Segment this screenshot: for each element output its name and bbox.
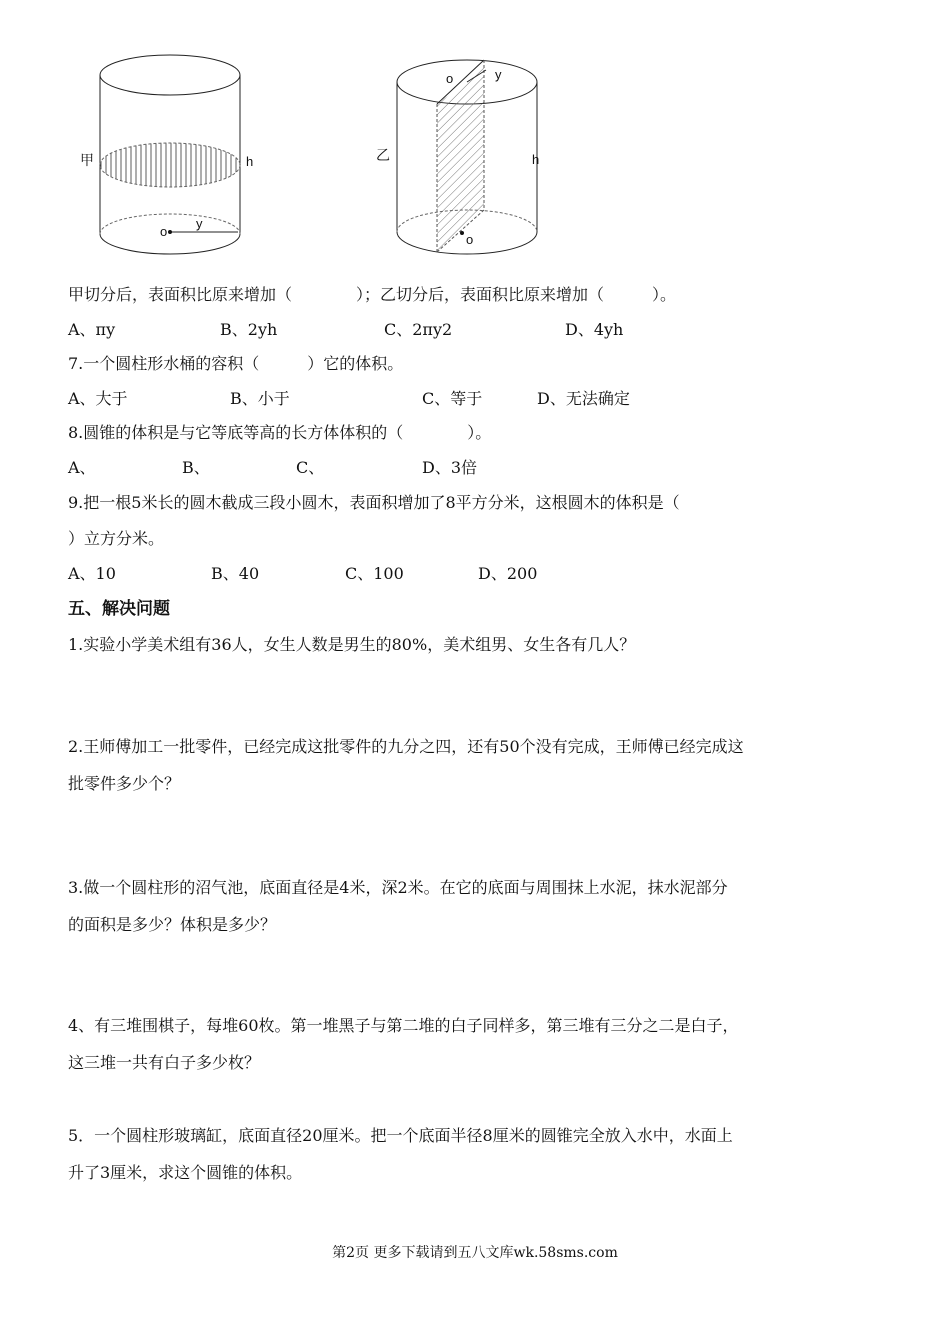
- problem-2-line1: 2.王师傅加工一批零件，已经完成这批零件的九分之四，还有50个没有完成，王师傅已经完成这: [68, 737, 744, 756]
- page-footer: 第2页 更多下载请到五八文库wk.58sms.com: [332, 1245, 618, 1261]
- cylinder-b-name: 乙: [376, 148, 390, 164]
- q9-options: [68, 564, 868, 584]
- q8-option-c: C、: [296, 458, 325, 477]
- q7-option-d: D、无法确定: [537, 389, 630, 408]
- q6-option-a: A、πy: [68, 320, 116, 339]
- problem-1: 1.实验小学美术组有36人，女生人数是男生的80%，美术组男、女生各有几人？: [68, 635, 636, 654]
- problem-4-line2: 这三堆一共有白子多少枚？: [68, 1053, 261, 1072]
- cylinder-a-h-label: h: [246, 154, 254, 169]
- q8-option-d: D、3倍: [422, 458, 478, 477]
- q6-option-d: D、4yh: [565, 320, 624, 339]
- cylinder-b: [376, 60, 539, 254]
- problem-5-line2: 升了3厘米，求这个圆锥的体积。: [68, 1163, 303, 1182]
- q6-options: [68, 320, 868, 340]
- problem-4-line1: 4、有三堆围棋子，每堆60枚。第一堆黑子与第二堆的白子同样多，第三堆有三分之二是白子，: [68, 1016, 739, 1035]
- cylinder-b-o-top-label: o: [446, 71, 454, 86]
- problem-3-line1: 3.做一个圆柱形的沼气池，底面直径是4米，深2米。在它的底面与周围抹上水泥，抹水泥部分: [68, 878, 728, 897]
- q9-option-a: A、10: [68, 564, 116, 583]
- q7-stem: 7.一个圆柱形水桶的容积（ ）它的体积。: [68, 354, 404, 373]
- cylinder-b-o-bottom-label: o: [466, 232, 474, 247]
- cylinder-a: [80, 55, 253, 254]
- cylinder-a-name: 甲: [80, 153, 94, 169]
- q6-option-b: B、2yh: [220, 320, 278, 339]
- q9-stem-line2: ）立方分米。: [68, 529, 165, 548]
- problem-5-line1: 5．一个圆柱形玻璃缸，底面直径20厘米。把一个底面半径8厘米的圆锥完全放入水中，水面上: [68, 1126, 733, 1145]
- q8-option-b: B、: [182, 458, 210, 477]
- q9-stem-line1: 9.把一根5米长的圆木截成三段小圆木，表面积增加了8平方分米，这根圆木的体积是（: [68, 493, 680, 512]
- q9-option-d: D、200: [478, 564, 538, 583]
- q8-stem: 8.圆锥的体积是与它等底等高的长方体体积的（ ）。: [68, 423, 492, 442]
- q8-options: [68, 458, 868, 478]
- cylinder-b-y-label: y: [495, 67, 502, 82]
- q8-option-a: A、: [68, 458, 96, 477]
- cylinder-b-h-label: h: [532, 152, 540, 167]
- cylinder-a-y-label: y: [196, 216, 203, 231]
- q7-option-c: C、等于: [422, 389, 483, 408]
- problem-2-line2: 批零件多少个？: [68, 774, 181, 793]
- cylinder-figures: [0, 0, 950, 280]
- q9-option-c: C、100: [345, 564, 404, 583]
- q7-options: [68, 389, 868, 409]
- q6-option-c: C、2πy2: [384, 320, 453, 339]
- problem-3-line2: 的面积是多少？体积是多少？: [68, 915, 277, 934]
- q7-option-b: B、小于: [230, 389, 290, 408]
- section-5-title: 五、解决问题: [68, 599, 170, 619]
- q7-option-a: A、大于: [68, 389, 128, 408]
- q6-stem: 甲切分后，表面积比原来增加（ ）；乙切分后，表面积比原来增加（ ）。: [68, 285, 677, 304]
- q9-option-b: B、40: [211, 564, 260, 583]
- cylinder-a-o-label: o: [160, 224, 168, 239]
